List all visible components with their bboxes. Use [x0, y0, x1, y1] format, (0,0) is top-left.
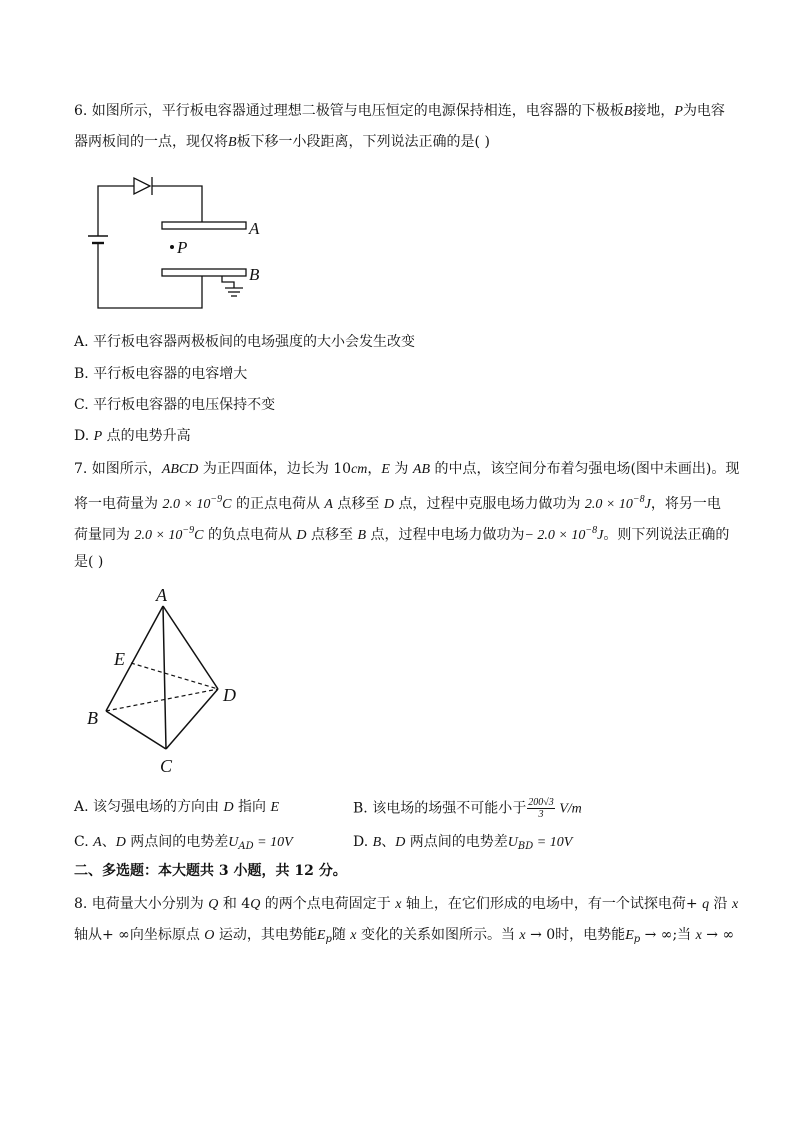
q6-option-d[interactable]: D. P 点的电势升高: [74, 428, 191, 444]
section-heading-multiple-choice: 二、多选题：本大题共 3 小题，共 12 分。: [74, 863, 347, 879]
edge-ad: [163, 606, 218, 689]
label-e: E: [114, 649, 125, 669]
q6-option-a[interactable]: A. 平行板电容器两极板间的电场强度的大小会发生改变: [74, 334, 416, 350]
ground-wire: [222, 276, 234, 288]
label-d: D: [223, 685, 236, 705]
fraction: $\frac{200√3}{3}$: [528, 797, 554, 820]
label-a: A: [249, 219, 260, 238]
q7-option-d[interactable]: D. B、D 两点间的电势差$U_{BD} = 10V$: [353, 834, 573, 852]
edge-ac: [163, 606, 166, 749]
label-p: P: [177, 238, 188, 257]
q6-line-1: 6. 如图所示，平行板电容器通过理想二极管与电压恒定的电源保持相连，电容器的下极板B接地，P为电容: [74, 103, 725, 119]
q8-line-1: 8. 电荷量大小分别为 Q 和 4Q 的两个点电荷固定于 x 轴上，在它们形成的电场中，有一个试探电荷+ q 沿 x: [74, 896, 739, 912]
q6-circuit-diagram: [86, 170, 276, 315]
label-c: C: [160, 756, 173, 776]
q7-line-1: 7. 如图所示，ABCD 为正四面体，边长为 10cm，E 为 AB 的中点，该空间分布着匀强电场(图中未画出)。现: [74, 461, 740, 477]
q6-option-b[interactable]: B. 平行板电容器的电容增大: [74, 366, 248, 382]
q6-option-c[interactable]: C. 平行板电容器的电压保持不变: [74, 397, 276, 413]
edge-bc: [106, 711, 166, 749]
diode-icon: [134, 178, 150, 194]
label-a: A: [156, 585, 167, 605]
q7-tetrahedron-diagram: [84, 584, 254, 776]
edge-cd: [166, 689, 218, 749]
label-b: B: [249, 265, 260, 284]
plate-a: [162, 222, 246, 229]
q6-line-2: 器两板间的一点，现仅将B板下移一小段距离，下列说法正确的是( ): [74, 134, 490, 150]
q7-option-a[interactable]: A. 该匀强电场的方向由 D 指向 E: [74, 799, 280, 815]
label-b: B: [87, 708, 98, 728]
plate-b: [162, 269, 246, 276]
point-p-dot: [170, 245, 174, 249]
wire-to-plate-a: [152, 186, 202, 222]
q7-line-4: 是( ): [74, 554, 104, 570]
q7-line-3: 荷量同为 $2.0 \times 10^{-9}C$ 的负点电荷从 D 点移至 B 点，过程中电场力做功为− $2.0 \times 10^{-8}J$。则下列说法正确的: [74, 525, 730, 543]
wire-left-top: [98, 186, 134, 236]
q8-line-2: 轴从+ ∞向坐标原点 O 运动，其电势能$E_p$随 x 变化的关系如图所示。当 x → 0时，电势能$E_p$ → ∞;当 x → ∞: [74, 927, 735, 945]
q7-line-2: 将一电荷量为 $2.0 \times 10^{-9}C$ 的正点电荷从 A 点移至 D 点，过程中克服电场力做功为 $2.0 \times 10^{-8}J$，将另一电: [74, 494, 721, 512]
segment-ed-hidden: [131, 663, 218, 689]
q7-option-c[interactable]: C. A、D 两点间的电势差$U_{AD} = 10V$: [74, 834, 293, 852]
q7-option-b[interactable]: B. 该电场的场强不可能小于 $\frac{200√3}{3}$ V/m: [353, 797, 582, 820]
